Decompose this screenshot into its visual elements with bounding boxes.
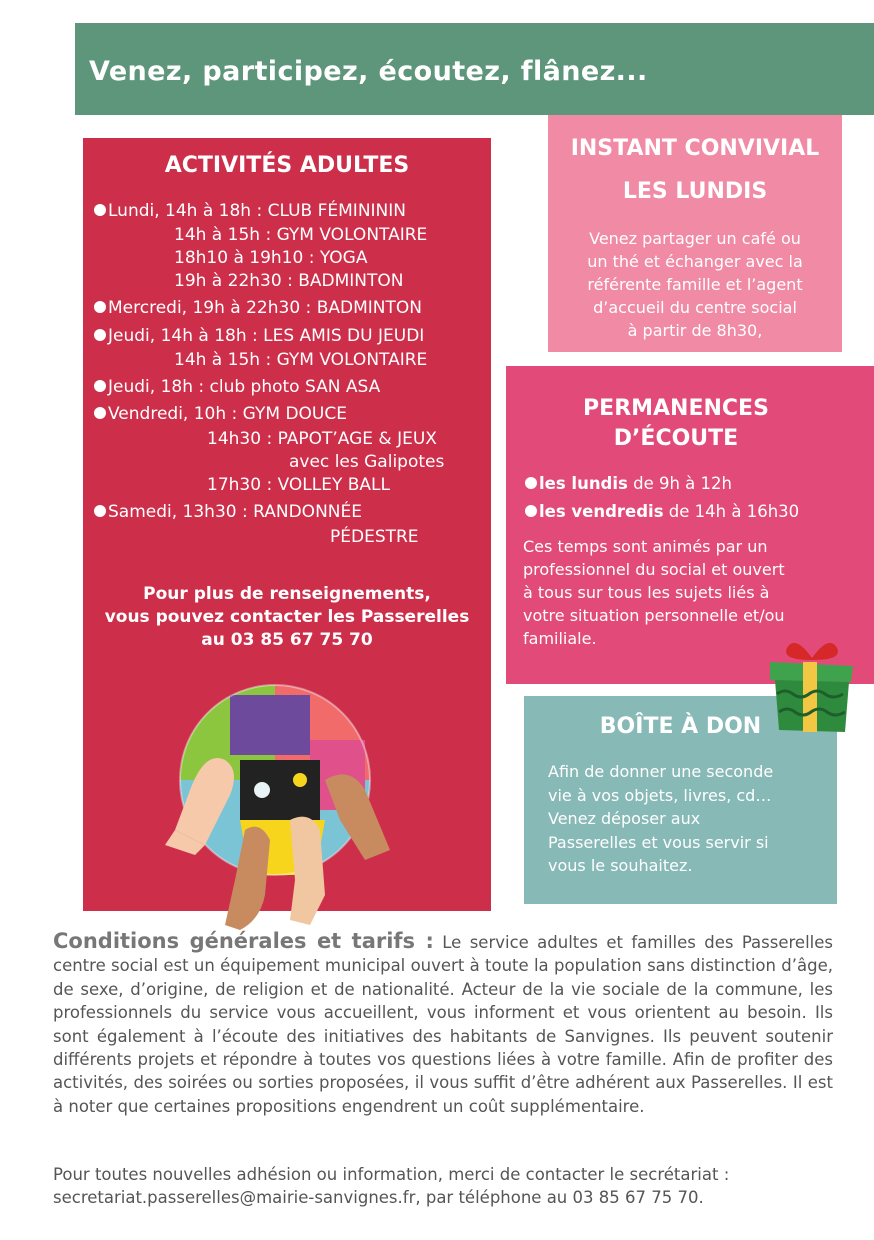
bullet-icon: [94, 505, 106, 517]
bullet-icon: [94, 329, 106, 341]
bullet-icon: [94, 204, 106, 216]
conditions-text: Le service adultes et familles des Passerelles centre social est un équipement municipal ouvert à toute la population sans distinction d’âge, de sexe, d’origine, de religion et de nationalité. Acteur de la vie sociale de la commune, les professionnels du service vous accueillent, vous informent et vous orientent au besoin. Ils sont également à l’écoute des initiatives des habitants de Sanvignes. Ils peuvent soutenir différents projets et répondre à toutes vos questions liées à votre famille. Afin de profiter des activités, des soirées ou sorties proposées, il vous suffit d’être adhérent aux Passerelles. Il est à noter que certaines propositions engendrent un coût supplémentaire.: [53, 933, 833, 1116]
page-title: Venez, participez, écoutez, flânez...: [89, 56, 648, 87]
schedule-line: 18h10 à 19h10 : YOGA: [174, 248, 368, 268]
bullet-icon: [94, 407, 106, 419]
schedule-line: 14h à 15h : GYM VOLONTAIRE: [174, 350, 428, 370]
contact-line: Pour plus de renseignements,: [143, 584, 431, 604]
schedule-line: Jeudi, 18h : club photo SAN ASA: [94, 377, 380, 397]
convivial-text: Venez partager un café ou un thé et échanger avec la référente famille et l’agent d’accueil du centre social à partir de 8h30,: [587, 229, 803, 340]
contact-info: [83, 583, 491, 652]
conditions-heading: Conditions générales et tarifs :: [53, 929, 434, 953]
listening-text: Ces temps sont animés par un professionnel du social et ouvert à tous sur tous les sujets liés à votre situation personnelle et/ou familiale.: [523, 537, 785, 648]
bullet-icon: [525, 477, 537, 489]
listening-slot: les lundis de 9h à 12h: [525, 474, 732, 494]
listening-title: PERMANENCES D’ÉCOUTE: [583, 396, 769, 451]
schedule-line: Samedi, 13h30 : RANDONNÉE: [94, 502, 362, 522]
header-banner: [75, 23, 874, 115]
schedule-line: Lundi, 14h à 18h : CLUB FÉMINININ: [94, 201, 406, 221]
schedule-line: Mercredi, 19h à 22h30 : BADMINTON: [94, 298, 422, 318]
donation-box-text: Afin de donner une seconde vie à vos objets, livres, cd… Venez déposer aux Passerelles et vous servir si vous le souhaitez.: [548, 762, 774, 875]
bullet-icon: [525, 505, 537, 517]
membership-contact: Pour toutes nouvelles adhésion ou information, merci de contacter le secrétariat : secretariat.passerelles@mairie-sanvignes.fr, par téléphone au 03 85 67 75 70.: [53, 1165, 730, 1207]
schedule-line: PÉDESTRE: [330, 527, 419, 547]
schedule-line: 14h30 : PAPOT’AGE & JEUX: [207, 429, 437, 449]
contact-line: vous pouvez contacter les Passerelles: [104, 607, 470, 627]
puzzle-hands-illustration: [150, 680, 420, 940]
listening-slot: les vendredis de 14h à 16h30: [525, 502, 799, 522]
bullet-icon: [94, 301, 106, 313]
general-conditions: [53, 930, 833, 1118]
convivial-title: INSTANT CONVIVIAL LES LUNDIS: [570, 136, 820, 204]
adult-activities-title: ACTIVITÉS ADULTES: [164, 153, 410, 178]
contact-phone: au 03 85 67 75 70: [201, 630, 373, 650]
convivial-panel: [548, 115, 842, 352]
schedule-line: 14h à 15h : GYM VOLONTAIRE: [174, 225, 428, 245]
schedule-line: 17h30 : VOLLEY BALL: [207, 475, 390, 495]
gift-icon: [765, 634, 860, 734]
schedule-line: 19h à 22h30 : BADMINTON: [174, 271, 404, 291]
schedule-line: Vendredi, 10h : GYM DOUCE: [94, 404, 347, 424]
donation-box-title: BOÎTE À DON: [599, 714, 762, 739]
bullet-icon: [94, 380, 106, 392]
schedule-line: avec les Galipotes: [289, 452, 445, 472]
schedule-line: Jeudi, 14h à 18h : LES AMIS DU JEUDI: [94, 326, 424, 346]
